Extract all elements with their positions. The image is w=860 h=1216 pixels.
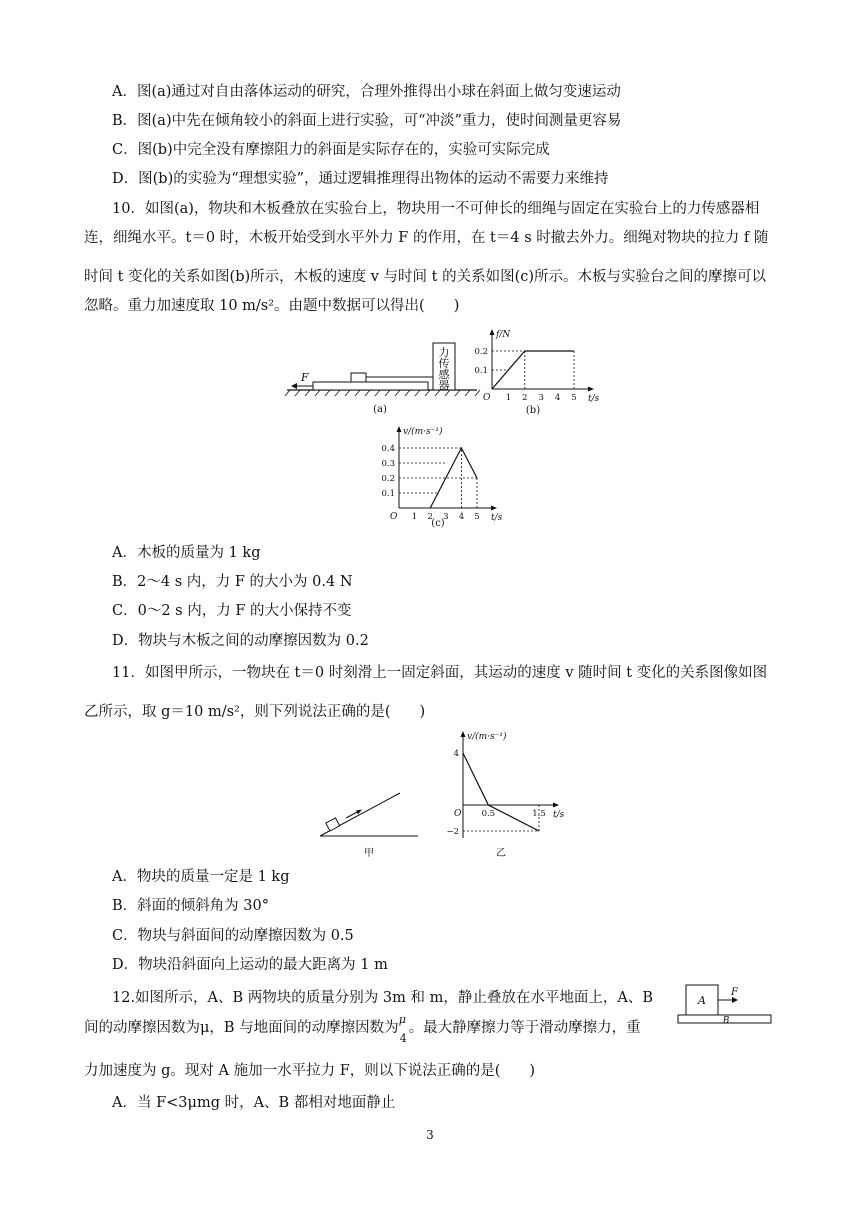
y-axis-label: v/(m·s⁻¹)	[467, 732, 507, 742]
x-tick-label: 2	[427, 512, 433, 522]
q9-option-b: B．图(a)中先在倾角较小的斜面上进行实验，可“冲淡”重力，使时间测量更容易	[112, 113, 622, 129]
x-axis-label: t/s	[491, 513, 503, 523]
x-tick-label: 2	[522, 393, 528, 403]
q12-stem-line-1: 12.如图所示，A、B 两物块的质量分别为 3m 和 m，静止叠放在水平地面上，A、B	[112, 990, 653, 1006]
figure-jia-caption: 甲	[364, 848, 374, 859]
q11-option-c: C．物块与斜面间的动摩擦因数为 0.5	[112, 928, 354, 944]
series-line	[430, 448, 477, 508]
q9-option-a: A．图(a)通过对自由落体运动的研究，合理外推得出小球在斜面上做匀变速运动	[112, 84, 621, 100]
series-line	[463, 753, 539, 831]
y-tick-label: 0.1	[474, 366, 488, 376]
q10-stem-line-4: 忽略。重力加速度取 10 m/s²。由题中数据可以得出( )	[84, 298, 460, 314]
sensor-char-2: 传	[438, 357, 450, 370]
origin-label: O	[483, 393, 491, 403]
y-axis-label: f/N	[496, 330, 511, 340]
x-tick-label: 1	[411, 512, 418, 522]
q12-stem-line-2	[84, 1013, 641, 1045]
block-a-label: A	[698, 994, 706, 1007]
x-tick-label: 5	[474, 512, 480, 522]
q12-line2-post: 。最大静摩擦力等于滑动摩擦力，重	[408, 1020, 641, 1036]
block	[351, 373, 366, 382]
y-tick-label: 0.1	[381, 489, 395, 499]
x-tick-label: 1	[505, 393, 512, 403]
sensor-char-3: 感	[438, 368, 450, 381]
y-axis-arrow	[461, 731, 466, 737]
q10-stem-line-3: 时间 t 变化的关系如图(b)所示，木板的速度 v 与时间 t 的关系如图(c)所示。木板与实验台之间的摩擦可以	[84, 269, 767, 285]
q9-option-d: D．图(b)的实验为“理想实验”，通过逻辑推理得出物体的运动不需要力来维持	[112, 171, 609, 187]
y-tick-label: 0.4	[381, 444, 395, 454]
x-tick-label: 3	[538, 393, 544, 403]
page-number: 3	[426, 1128, 434, 1142]
q11-figure-jia	[318, 790, 423, 860]
q10-option-a: A．木板的质量为 1 kg	[112, 545, 261, 561]
q11-stem-line-2: 乙所示，取 g＝10 m/s²，则下列说法正确的是( )	[84, 704, 426, 720]
q10-figure-b	[474, 322, 608, 417]
y-tick-label: 4	[453, 749, 459, 759]
figure-caption: (c)	[431, 518, 445, 529]
q11-stem-line-1: 11．如图甲所示，一物块在 t＝0 时刻滑上一固定斜面，其运动的速度 v 随时间 t 变化的关系图像如图	[112, 665, 768, 681]
origin-label: O	[454, 809, 462, 819]
figure-caption: (b)	[525, 405, 541, 416]
y-axis-arrow	[397, 426, 402, 432]
q10-option-c: C．0～2 s 内，力 F 的大小保持不变	[112, 603, 352, 619]
x-axis-arrow	[553, 803, 559, 808]
x-tick-label: 0.5	[481, 809, 496, 819]
force-f-label: F	[731, 987, 738, 998]
q9-option-c: C．图(b)中完全没有摩擦阻力的斜面是实际存在的，实验可实际完成	[112, 142, 550, 158]
x-tick-label: 4	[554, 393, 561, 403]
mu-over-4-fraction	[398, 1013, 409, 1045]
x-axis-label: t/s	[588, 394, 600, 404]
q10-figure-c	[355, 422, 515, 530]
figure-caption: 乙	[496, 848, 506, 859]
y-tick-label: 0.3	[381, 459, 395, 469]
force-label: F	[301, 371, 309, 384]
block-b-label: B	[722, 1016, 730, 1026]
x-axis-label: t/s	[553, 810, 565, 820]
q11-option-a: A．物块的质量一定是 1 kg	[112, 869, 290, 885]
sensor-char-4: 器	[438, 379, 450, 392]
y-tick-label: 0.2	[381, 474, 395, 484]
y-tick-label: 0.2	[474, 347, 488, 357]
sensor-char-1: 力	[438, 346, 450, 359]
mu-numerator: μ	[398, 1013, 406, 1026]
x-tick-label: 3	[443, 512, 449, 522]
x-tick-label: 5	[571, 393, 577, 403]
y-tick-label: −2	[446, 827, 459, 837]
y-axis-arrow	[490, 329, 495, 335]
x-tick-label: 1.5	[532, 809, 546, 819]
x-tick-label: 4	[458, 512, 465, 522]
q10-figure-a	[285, 340, 480, 415]
q12-figure	[676, 982, 776, 1030]
origin-label: O	[390, 512, 398, 522]
mu-denominator: 4	[399, 1032, 407, 1045]
q12-option-a: A．当 F<3μmg 时，A、B 都相对地面静止	[112, 1095, 396, 1111]
figure-a-caption: (a)	[373, 404, 387, 415]
q10-option-b: B．2～4 s 内，力 F 的大小为 0.4 N	[112, 574, 353, 590]
q11-option-d: D．物块沿斜面向上运动的最大距离为 1 m	[112, 957, 388, 973]
y-axis-label: v/(m·s⁻¹)	[403, 427, 443, 437]
q12-stem-line-3: 力加速度为 g。现对 A 施加一水平拉力 F，则以下说法正确的是( )	[84, 1063, 536, 1079]
q10-option-d: D．物块与木板之间的动摩擦因数为 0.2	[112, 633, 369, 649]
x-axis-arrow	[588, 387, 594, 392]
q10-stem-line-1: 10．如图(a)，物块和木板叠放在实验台上，物块用一不可伸长的细绳与固定在实验台上的力传感器相	[112, 201, 760, 217]
q11-figure-yi	[445, 728, 595, 860]
slider-block	[326, 818, 340, 831]
q12-line2-pre: 间的动摩擦因数为μ，B 与地面间的动摩擦因数为	[84, 1020, 399, 1036]
board	[313, 382, 428, 390]
q11-option-b: B．斜面的倾斜角为 30°	[112, 898, 269, 914]
q10-stem-line-2: 连，细绳水平。t＝0 时，木板开始受到水平外力 F 的作用，在 t＝4 s 时撤去外力。细绳对物块的拉力 f 随	[84, 230, 769, 246]
x-axis-arrow	[491, 506, 497, 511]
